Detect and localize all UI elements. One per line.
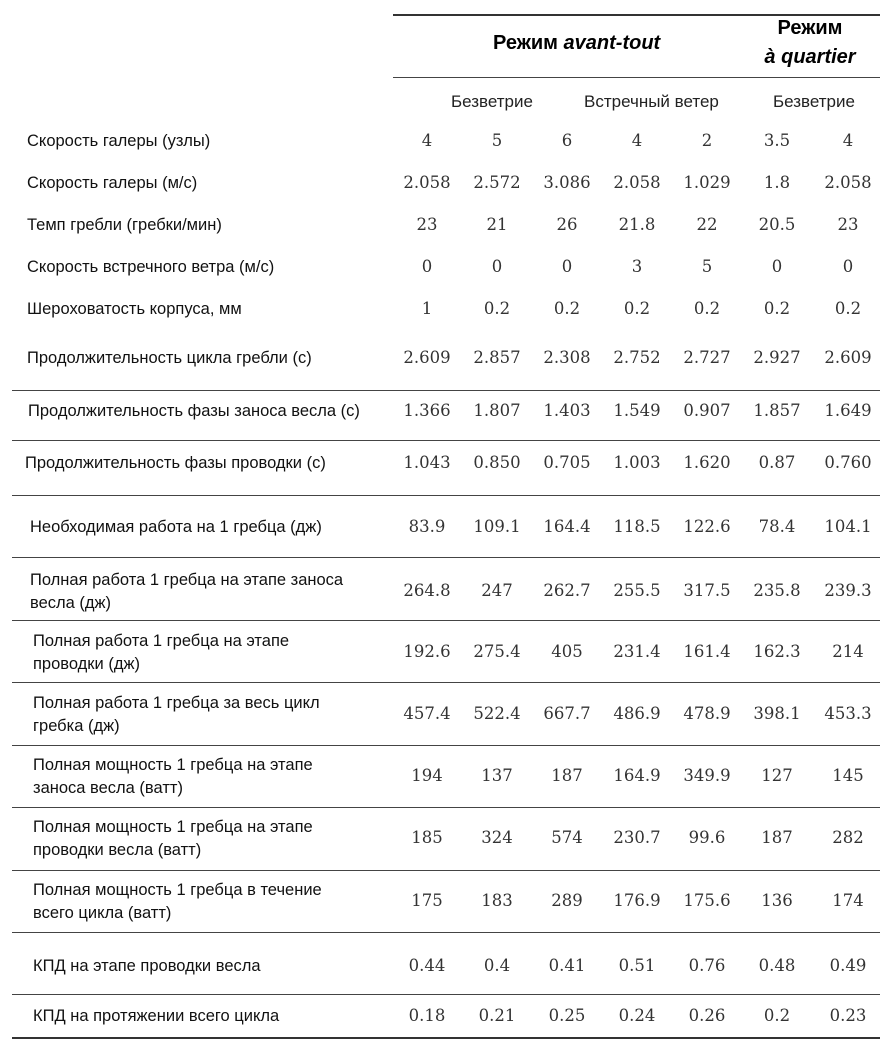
table-cell: 187 xyxy=(761,828,793,847)
table-cell: 1.8 xyxy=(763,173,791,192)
table-cell: 4 xyxy=(631,131,643,150)
row-label xyxy=(27,298,242,321)
table-cell: 26 xyxy=(556,215,578,234)
table-cell: 6 xyxy=(561,131,573,150)
row-label-line: Шероховатость корпуса, мм xyxy=(27,300,242,318)
group-avant-prefix: Режим xyxy=(493,32,558,54)
table-cell: 398.1 xyxy=(753,704,801,723)
row-label-line: всего цикла (ватт) xyxy=(33,904,172,922)
table-cell: 0.24 xyxy=(618,1006,656,1025)
table-cell: 235.8 xyxy=(753,581,801,600)
table-cell: 0.850 xyxy=(473,453,521,472)
table-cell: 0.87 xyxy=(758,453,796,472)
row-label xyxy=(27,347,312,370)
row-label xyxy=(30,516,322,539)
row-label xyxy=(30,569,343,615)
table-cell: 0.2 xyxy=(763,299,791,318)
row-label-line: Полная работа 1 гребца за весь цикл xyxy=(33,694,320,712)
table-cell: 1.043 xyxy=(403,453,451,472)
table-cell: 118.5 xyxy=(613,517,661,536)
table-cell: 187 xyxy=(551,766,583,785)
row-label-line: Полная мощность 1 гребца на этапе xyxy=(33,756,313,774)
subheader-headwind: Встречный ветер xyxy=(584,92,719,111)
table-cell: 0.2 xyxy=(483,299,511,318)
table-cell: 0.26 xyxy=(688,1006,726,1025)
table-cell: 262.7 xyxy=(543,581,591,600)
table-cell: 0.705 xyxy=(543,453,591,472)
table-cell: 4 xyxy=(842,131,854,150)
table-cell: 23 xyxy=(416,215,438,234)
table-cell: 239.3 xyxy=(824,581,872,600)
group-rule xyxy=(393,77,880,78)
table-cell: 3.086 xyxy=(543,173,591,192)
table-cell: 2 xyxy=(701,131,713,150)
table-cell: 0.41 xyxy=(548,956,586,975)
group-quartier-line2: à quartier xyxy=(764,46,856,68)
row-label-line: Продолжительность цикла гребли (с) xyxy=(27,349,312,367)
table-cell: 3.5 xyxy=(763,131,791,150)
subheader-calm-2: Безветрие xyxy=(773,92,855,111)
table-cell: 457.4 xyxy=(403,704,451,723)
row-label-line: КПД на этапе проводки весла xyxy=(33,957,261,975)
table-cell: 21.8 xyxy=(618,215,656,234)
subheader-calm-1: Безветрие xyxy=(451,92,533,111)
table-cell: 0.2 xyxy=(834,299,862,318)
table-cell: 574 xyxy=(551,828,583,847)
table-cell: 0.49 xyxy=(829,956,867,975)
row-divider xyxy=(12,682,880,683)
table-cell: 0.907 xyxy=(683,401,731,420)
row-divider xyxy=(12,745,880,746)
row-label xyxy=(33,879,322,925)
table-cell: 83.9 xyxy=(408,517,446,536)
row-divider xyxy=(12,440,880,441)
table-cell: 2.752 xyxy=(613,348,661,367)
table-cell: 0.2 xyxy=(693,299,721,318)
table-cell: 104.1 xyxy=(824,517,872,536)
table-cell: 194 xyxy=(411,766,443,785)
table-cell: 231.4 xyxy=(613,642,661,661)
table-cell: 317.5 xyxy=(683,581,731,600)
row-divider xyxy=(12,870,880,871)
row-label-line: Полная работа 1 гребца на этапе заноса xyxy=(30,571,344,589)
table-cell: 0.4 xyxy=(483,956,511,975)
table-cell: 1.366 xyxy=(403,401,451,420)
table-cell: 136 xyxy=(761,891,793,910)
table-cell: 2.857 xyxy=(473,348,521,367)
table-cell: 0.48 xyxy=(758,956,796,975)
table-cell: 2.572 xyxy=(473,173,521,192)
table-cell: 162.3 xyxy=(753,642,801,661)
row-label-line: Скорость галеры (узлы) xyxy=(27,132,211,150)
table-cell: 522.4 xyxy=(473,704,521,723)
table-cell: 247 xyxy=(481,581,513,600)
table-cell: 127 xyxy=(761,766,793,785)
table-cell: 99.6 xyxy=(688,828,726,847)
table-cell: 1.029 xyxy=(683,173,731,192)
table-cell: 2.609 xyxy=(824,348,872,367)
row-label-line: весла (дж) xyxy=(30,594,112,612)
table-cell: 2.308 xyxy=(543,348,591,367)
table-cell: 1.649 xyxy=(824,401,872,420)
row-label xyxy=(27,172,197,195)
table-cell: 176.9 xyxy=(613,891,661,910)
table-cell: 122.6 xyxy=(683,517,731,536)
table-cell: 2.058 xyxy=(824,173,872,192)
row-divider xyxy=(12,620,880,621)
table-cell: 264.8 xyxy=(403,581,451,600)
table-cell: 22 xyxy=(696,215,718,234)
table-cell: 0.51 xyxy=(618,956,656,975)
group-header-avant-tout xyxy=(493,32,660,55)
table-cell: 405 xyxy=(551,642,583,661)
table-cell: 21 xyxy=(486,215,508,234)
table-cell: 164.4 xyxy=(543,517,591,536)
row-label-line: проводки (дж) xyxy=(33,655,140,673)
table-cell: 282 xyxy=(832,828,864,847)
table-cell: 0.2 xyxy=(623,299,651,318)
table-cell: 0 xyxy=(421,257,433,276)
table-cell: 0 xyxy=(561,257,573,276)
row-label xyxy=(28,400,360,423)
table-cell: 0 xyxy=(491,257,503,276)
row-label-line: Скорость галеры (м/с) xyxy=(27,174,198,192)
table-cell: 0 xyxy=(771,257,783,276)
table-cell: 5 xyxy=(701,257,713,276)
row-label xyxy=(33,630,289,676)
table-cell: 1.807 xyxy=(473,401,521,420)
table-cell: 349.9 xyxy=(683,766,731,785)
table-cell: 0.25 xyxy=(548,1006,586,1025)
table-cell: 109.1 xyxy=(473,517,521,536)
row-label-line: Полная мощность 1 гребца на этапе xyxy=(33,818,313,836)
table-cell: 0.2 xyxy=(763,1006,791,1025)
table-cell: 175.6 xyxy=(683,891,731,910)
row-label xyxy=(27,256,274,279)
table-cell: 453.3 xyxy=(824,704,872,723)
group-header-a-quartier xyxy=(764,14,855,72)
row-label-line: Скорость встречного ветра (м/с) xyxy=(27,258,275,276)
row-label-line: Необходимая работа на 1 гребца (дж) xyxy=(30,518,322,536)
table-cell: 20.5 xyxy=(758,215,796,234)
row-label-line: Темп гребли (гребки/мин) xyxy=(27,216,222,234)
row-label xyxy=(33,754,313,800)
group-avant-name: avant-tout xyxy=(563,32,661,54)
row-divider xyxy=(12,994,880,995)
table-cell: 23 xyxy=(837,215,859,234)
table-cell: 230.7 xyxy=(613,828,661,847)
table-cell: 0 xyxy=(842,257,854,276)
row-label xyxy=(33,692,320,738)
row-label xyxy=(33,816,313,862)
row-divider xyxy=(12,495,880,496)
row-label xyxy=(33,955,261,978)
row-divider xyxy=(12,390,880,391)
row-label xyxy=(25,452,326,475)
table-cell: 185 xyxy=(411,828,443,847)
table-cell: 0.76 xyxy=(688,956,726,975)
table-cell: 145 xyxy=(832,766,864,785)
table-cell: 2.927 xyxy=(753,348,801,367)
table-cell: 2.058 xyxy=(613,173,661,192)
table-cell: 289 xyxy=(551,891,583,910)
table-cell: 164.9 xyxy=(613,766,661,785)
row-divider xyxy=(12,1037,880,1039)
table-cell: 0.21 xyxy=(478,1006,516,1025)
row-label-line: гребка (дж) xyxy=(33,717,120,735)
row-label-line: заноса весла (ватт) xyxy=(33,779,183,797)
row-label-line: Продолжительность фазы проводки (с) xyxy=(25,454,326,472)
table-cell: 2.609 xyxy=(403,348,451,367)
row-label xyxy=(33,1005,279,1028)
row-label-line: Полная работа 1 гребца на этапе xyxy=(33,632,290,650)
row-divider xyxy=(12,807,880,808)
table-cell: 667.7 xyxy=(543,704,591,723)
table-cell: 175 xyxy=(411,891,443,910)
table-cell: 1.003 xyxy=(613,453,661,472)
table-cell: 78.4 xyxy=(758,517,796,536)
table-cell: 486.9 xyxy=(613,704,661,723)
table-cell: 214 xyxy=(832,642,864,661)
table-cell: 192.6 xyxy=(403,642,451,661)
table-cell: 324 xyxy=(481,828,513,847)
table-cell: 478.9 xyxy=(683,704,731,723)
table-cell: 161.4 xyxy=(683,642,731,661)
row-label-line: Продолжительность фазы заноса весла (с) xyxy=(28,402,360,420)
table-cell: 0.2 xyxy=(553,299,581,318)
table-cell: 4 xyxy=(421,131,433,150)
table-cell: 174 xyxy=(832,891,864,910)
table-cell: 3 xyxy=(631,257,643,276)
group-quartier-line1: Режим xyxy=(777,17,843,39)
row-label-line: проводки весла (ватт) xyxy=(33,841,202,859)
table-cell: 275.4 xyxy=(473,642,521,661)
row-label-line: КПД на протяжении всего цикла xyxy=(33,1007,280,1025)
table-cell: 0.18 xyxy=(408,1006,446,1025)
table-cell: 137 xyxy=(481,766,513,785)
row-label-line: Полная мощность 1 гребца в течение xyxy=(33,881,322,899)
row-divider xyxy=(12,932,880,933)
table-cell: 2.727 xyxy=(683,348,731,367)
table-cell: 1 xyxy=(421,299,433,318)
row-divider xyxy=(12,557,880,558)
table-cell: 0.44 xyxy=(408,956,446,975)
row-label xyxy=(27,214,222,237)
table-cell: 1.403 xyxy=(543,401,591,420)
table-cell: 1.857 xyxy=(753,401,801,420)
table-cell: 5 xyxy=(491,131,503,150)
table-cell: 2.058 xyxy=(403,173,451,192)
row-label xyxy=(27,130,210,153)
table-cell: 0.23 xyxy=(829,1006,867,1025)
table-cell: 1.620 xyxy=(683,453,731,472)
table-cell: 1.549 xyxy=(613,401,661,420)
table-cell: 183 xyxy=(481,891,513,910)
table-cell: 255.5 xyxy=(613,581,661,600)
table-cell: 0.760 xyxy=(824,453,872,472)
